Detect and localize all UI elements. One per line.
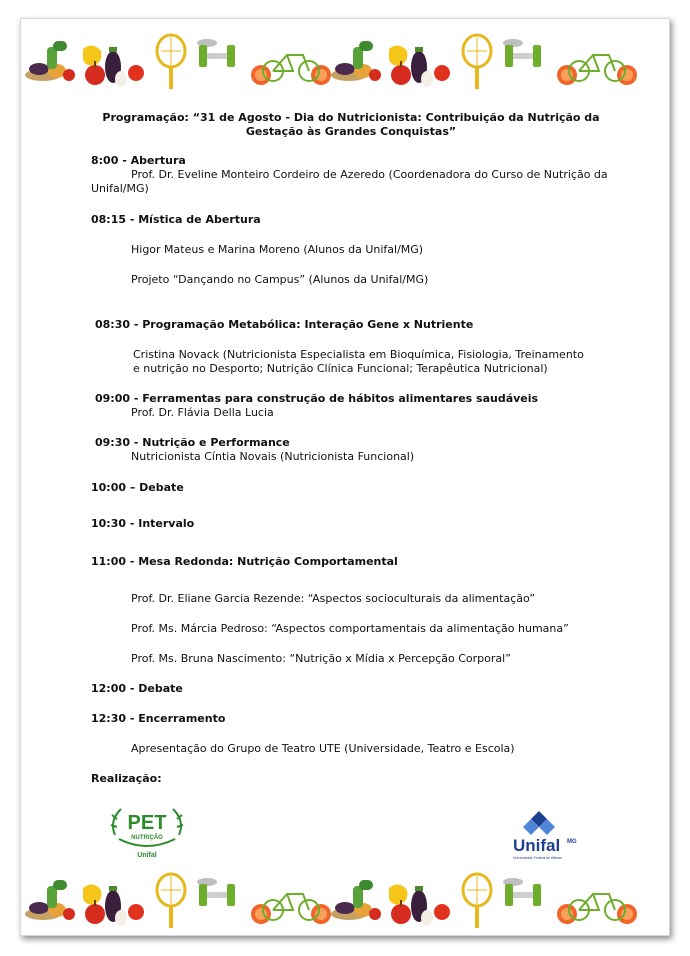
schedule-heading-0900: 09:00 - Ferramentas para construção de hábitos alimentares saudáveis — [95, 392, 539, 405]
program-title: Programação: “31 de Agosto - Dia do Nutricionista: Contribuição da Nutrição da Gestação às Grandes Conquistas” — [102, 111, 600, 138]
schedule-speaker-1100-a: Prof. Dr. Eliane Garcia Rezende: “Aspectos socioculturais da alimentação” — [131, 592, 536, 605]
schedule-speaker-0815-a: Higor Mateus e Marina Moreno (Alunos da Unifal/MG) — [131, 243, 424, 256]
food-sports-strip — [327, 31, 647, 93]
pet-logo-sub-text: NUTRIÇÃO — [131, 835, 163, 841]
schedule-heading-0815: 08:15 - Mística de Abertura — [91, 213, 261, 226]
food-sports-strip — [327, 870, 647, 932]
unifal-logo-sub-text: Universidade Federal de Alfenas — [513, 856, 563, 860]
food-sports-strip — [21, 31, 341, 93]
schedule-speaker-1100-c: Prof. Ms. Bruna Nascimento: “Nutrição x Mídia x Percepção Corporal” — [131, 652, 511, 665]
flyer-page — [20, 18, 670, 936]
schedule-speaker-0800: Prof. Dr. Eveline Monteiro Cordeiro de Azeredo (Coordenadora do Curso de Nutrição da Unifal/MG) — [91, 168, 608, 195]
schedule-heading-1200: 12:00 - Debate — [91, 682, 183, 695]
food-sports-strip — [21, 870, 341, 932]
unifal-logo-main-text: Unifal — [513, 836, 561, 855]
schedule-speaker-0900: Prof. Dr. Flávia Della Lucia — [131, 406, 274, 419]
schedule-speaker-0815-b: Projeto “Dançando no Campus” (Alunos da Unifal/MG) — [131, 273, 429, 286]
schedule-heading-1100: 11:00 - Mesa Redonda: Nutrição Comportamental — [91, 555, 398, 568]
schedule-speaker-0830: Cristina Novack (Nutricionista Especialista em Bioquímica, Fisiologia, Treinamento e nutrição no Desporto; Nutrição Clínica Funcional; Terapêutica Nutricional) — [133, 348, 584, 375]
bottom-food-sports-banner — [21, 870, 671, 932]
unifal-mg-logo — [511, 807, 581, 863]
schedule-speaker-1230: Apresentação do Grupo de Teatro UTE (Universidade, Teatro e Escola) — [131, 742, 515, 755]
realizacao-label: Realização: — [91, 772, 162, 785]
pet-logo-main-text: PET — [127, 812, 167, 834]
schedule-heading-1230: 12:30 - Encerramento — [91, 712, 226, 725]
schedule-heading-1000: 10:00 – Debate — [91, 481, 184, 494]
top-food-sports-banner — [21, 31, 671, 93]
pet-logo-foot-text: Unifal — [137, 852, 157, 859]
schedule-speaker-1100-b: Prof. Ms. Márcia Pedroso: “Aspectos comportamentais da alimentação humana” — [131, 622, 569, 635]
schedule-heading-1030: 10:30 - Intervalo — [91, 517, 195, 530]
schedule-heading-0800: 8:00 - Abertura — [91, 154, 186, 167]
pet-nutricao-logo — [107, 805, 187, 863]
schedule-heading-0830: 08:30 - Programação Metabólica: Interação Gene x Nutriente — [95, 318, 474, 331]
schedule-heading-0930: 09:30 - Nutrição e Performance — [95, 436, 290, 449]
schedule-speaker-0930: Nutricionista Cíntia Novais (Nutricionista Funcional) — [131, 450, 415, 463]
unifal-logo-tag-text: MG — [567, 839, 577, 845]
